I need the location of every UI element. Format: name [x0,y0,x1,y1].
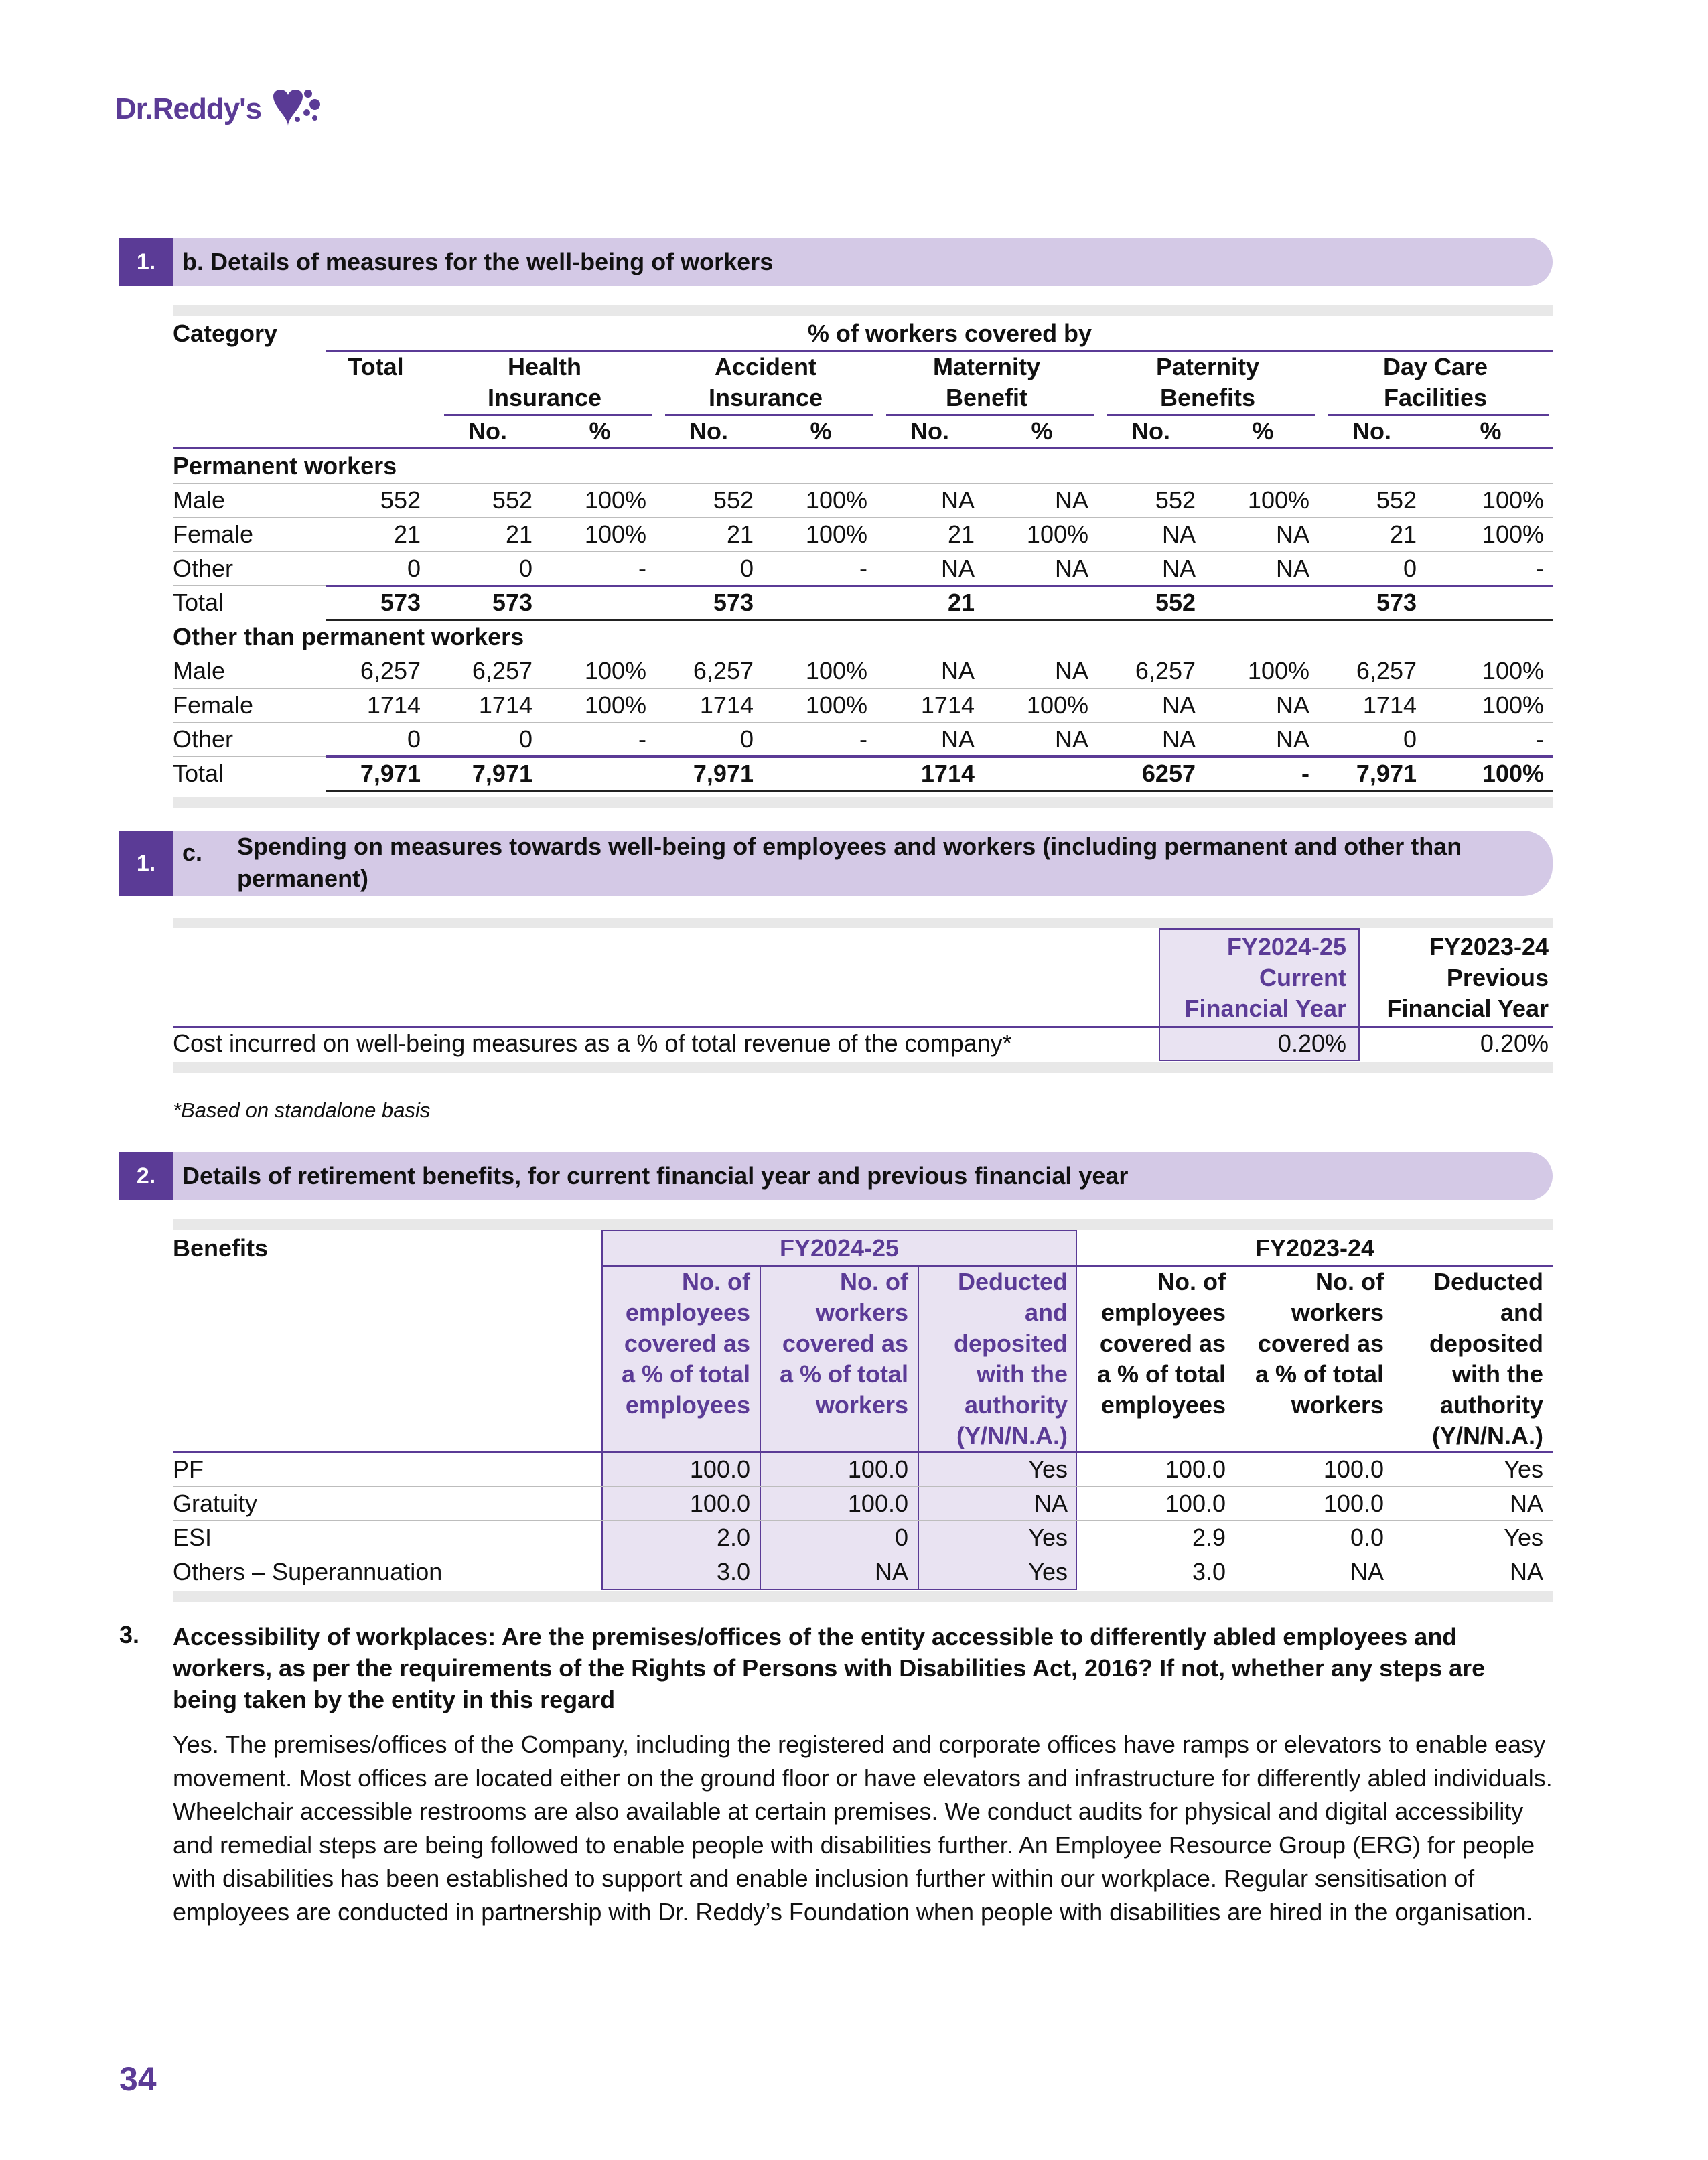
table-cell: Yes [1504,1524,1543,1551]
col-header-line: employees [625,1299,750,1326]
header-fy-previous: FY2023-24 [1255,1234,1375,1262]
table-cell: NA [874,1558,908,1585]
table-cell: 1714 [478,691,532,719]
table-cell: 552 [1155,486,1196,514]
table-cell: 552 [1376,486,1417,514]
header-group-4-line2: Benefits [1159,384,1256,411]
table-cell: 6,257 [360,657,421,685]
table-cell: NA [940,657,975,685]
header-pct: % [589,417,611,445]
table-cell: Yes [1028,1524,1068,1551]
brand-name: Dr.Reddy's [115,92,262,125]
header-pct: % [1480,417,1502,445]
table-cell: 552 [380,486,421,514]
col-header-line: a % of total [1096,1360,1226,1388]
table-cell: 2.9 [1192,1524,1226,1551]
header-total: Total [348,353,404,380]
table-cell: 21 [726,520,754,548]
table-cell: Yes [1028,1558,1068,1585]
total-cell: 1714 [920,760,975,787]
row-label: Male [173,486,226,514]
table-cell: 1714 [1362,691,1417,719]
table-cell: NA [1509,1490,1543,1517]
row-label: Other [173,555,234,582]
question-number: 3. [119,1621,140,1648]
col-header-line: employees [625,1391,750,1419]
divider-bar [173,797,1553,808]
total-cell: 573 [492,589,532,616]
table-cell: 100.0 [1165,1455,1226,1483]
table-cell: 6,257 [693,657,754,685]
table-cell: 3.0 [716,1558,750,1585]
table-cell: 0 [739,555,754,582]
table-cell: NA [1161,691,1196,719]
divider-bar [173,1062,1553,1073]
table-cell: NA [1161,555,1196,582]
previous-value: 0.20% [1480,1029,1549,1057]
header-group-1-line2: Insurance [487,384,602,411]
table-cell: 21 [1389,520,1417,548]
question-text: Accessibility of workplaces: Are the premises/offices of the entity accessible to differently abled employees and workers, as per the requirements of the Rights of Persons with Disabilities Act, 2016? If not, whether any steps are being taken by the entity in this regard [173,1623,1486,1713]
section-number: 1. [119,238,173,286]
answer-text: Yes. The premises/offices of the Company, including the registered and corporate offices have ramps or elevators to enable easy movement. Most offices are located either on the ground floor or have elevators and infrastructure for differently abled individuals. Wheelchair accessible restrooms are also available at certain premises. We conduct audits for physical and digital accessibility and remedial steps are being followed to enable people with disabilities further. An Employee Resource Group (ERG) for people with disabilities has been established to support and enable inclusion further within our workplace. Regular sensitisation of employees are conducted in partnership with Dr. Reddy’s Foundation when people with disabilities are hired in the organisation. [173,1731,1553,1926]
col-header-line: workers [1291,1299,1384,1326]
table-cell: NA [1054,555,1088,582]
table-cell: 100% [805,691,867,719]
col-header-line: deposited [1429,1329,1543,1357]
table-cell: NA [1275,520,1309,548]
table-cell: 100% [1247,486,1309,514]
table-cell: 0 [1403,555,1417,582]
col-header-line: No. of [682,1268,750,1295]
table-cell: 552 [492,486,532,514]
table-cell: 0 [1403,725,1417,753]
table-cell: 0 [407,725,421,753]
table-cell: 100.0 [1323,1490,1384,1517]
table-cell: NA [1509,1558,1543,1585]
table-cell: 100% [584,520,646,548]
header-group-4-line1: Paternity [1155,353,1260,380]
retirement-benefits-table [173,1230,1553,1591]
total-cell: 7,971 [360,760,421,787]
col-header-line: deposited [953,1329,1068,1357]
col-header-line: No. of [840,1268,908,1295]
col-header-line: (Y/N/N.A.) [1432,1422,1543,1449]
col-header-line: with the [977,1360,1068,1388]
table-cell: - [859,555,867,582]
current-value: 0.20% [1277,1029,1346,1057]
col-header-line: workers [815,1299,908,1326]
header-group-5-line1: Day Care [1382,353,1488,380]
table-cell: 100% [1482,486,1544,514]
header-benefits: Benefits [173,1234,269,1262]
col-header-line: covered as [1099,1329,1226,1357]
table-cell: 100% [1247,657,1309,685]
header-group-3-line1: Maternity [932,353,1041,380]
workers-wellbeing-table [173,315,1553,797]
header-group-5-line2: Facilities [1383,384,1488,411]
divider-bar [173,918,1553,928]
row-label: PF [173,1455,204,1483]
total-cell: 573 [380,589,421,616]
spending-row-label: Cost incurred on well-being measures as a % of total revenue of the company* [173,1029,1012,1057]
previous-fy-desc: Financial Year [1386,995,1549,1022]
col-header-line: workers [1291,1391,1384,1419]
total-cell: - [1301,760,1309,787]
header-no: No. [910,417,949,445]
row-label: Others – Superannuation [173,1558,443,1585]
col-header-line: covered as [1257,1329,1384,1357]
current-fy-desc: Financial Year [1184,995,1346,1022]
table-cell: 21 [947,520,975,548]
table-cell: NA [1161,725,1196,753]
total-label: Total [173,589,224,616]
section-1b-header [119,238,1553,286]
total-cell: 100% [1482,760,1544,787]
table-cell: 100% [584,486,646,514]
table-cell: 0 [894,1524,908,1551]
table-cell: NA [1275,691,1309,719]
header-category: Category [173,319,278,347]
col-header-line: a % of total [1255,1360,1384,1388]
table-cell: 100.0 [847,1455,908,1483]
section-number: 1. [119,831,173,896]
header-group-2-line1: Accident [714,353,817,380]
table-cell: 100% [1026,520,1088,548]
total-cell: 7,971 [1356,760,1417,787]
current-label: Current [1259,964,1346,991]
header-fy-current: FY2024-25 [779,1234,900,1262]
table-cell: - [1536,555,1544,582]
table-cell: NA [1054,725,1088,753]
col-header-line: authority [964,1391,1068,1419]
table-cell: - [638,555,646,582]
row-label: Female [173,520,254,548]
table-cell: 100% [584,657,646,685]
section-1c-header [119,831,1553,896]
group-label: Other than permanent workers [173,623,524,650]
table-cell: - [859,725,867,753]
table-cell: NA [1034,1490,1068,1517]
section-letter: c. [182,839,203,866]
col-header-line: Deducted [1433,1268,1543,1295]
table-cell: 0.0 [1350,1524,1384,1551]
header-no: No. [1131,417,1170,445]
col-header-line: a % of total [779,1360,908,1388]
total-label: Total [173,760,224,787]
total-cell: 21 [947,589,975,616]
table-cell: 0 [518,725,532,753]
table-cell: NA [1054,486,1088,514]
col-header-line: No. of [1157,1268,1226,1295]
table-cell: 100% [1482,657,1544,685]
header-pct: % [810,417,832,445]
table-cell: NA [1275,725,1309,753]
table-cell: 3.0 [1192,1558,1226,1585]
header-no: No. [1352,417,1391,445]
table-cell: 21 [505,520,532,548]
table-cell: 552 [713,486,754,514]
section-number: 2. [119,1152,173,1200]
footnote: *Based on standalone basis [173,1098,431,1122]
col-header-line: with the [1452,1360,1543,1388]
table-cell: 100% [584,691,646,719]
table-cell: NA [1054,657,1088,685]
col-header-line: a % of total [621,1360,750,1388]
table-cell: 100% [1026,691,1088,719]
total-cell: 7,971 [693,760,754,787]
table-cell: 100% [805,657,867,685]
table-cell: 100% [805,520,867,548]
table-cell: NA [940,725,975,753]
col-header-line: Deducted [957,1268,1068,1295]
header-group-2-line2: Insurance [708,384,823,411]
table-cell: 100% [1482,691,1544,719]
col-header-line: employees [1100,1299,1226,1326]
table-cell: 100.0 [1165,1490,1226,1517]
total-cell: 573 [713,589,754,616]
section-title: Details of retirement benefits, for current financial year and previous financial year [182,1162,1129,1190]
brand-logo [115,86,322,133]
header-pct: % [1031,417,1053,445]
table-cell: NA [940,555,975,582]
group-label: Permanent workers [173,452,397,480]
divider-bar [173,1219,1553,1230]
table-cell: 1714 [366,691,421,719]
table-cell: 100.0 [689,1490,750,1517]
table-cell: - [1536,725,1544,753]
row-label: Male [173,657,226,685]
col-header-line: (Y/N/N.A.) [956,1422,1068,1449]
col-header-line: covered as [624,1329,750,1357]
table-cell: 1714 [920,691,975,719]
table-cell: Yes [1028,1455,1068,1483]
header-group-1-line1: Health [507,353,582,380]
current-fy-label: FY2024-25 [1226,933,1346,960]
table-cell: 0 [518,555,532,582]
divider-bar [173,1591,1553,1602]
header-no: No. [468,417,507,445]
table-cell: 21 [393,520,421,548]
table-cell: NA [940,486,975,514]
col-header-line: and [1024,1299,1068,1326]
table-cell: 100% [1482,520,1544,548]
table-cell: 100% [805,486,867,514]
section-title: b. Details of measures for the well-being of workers [182,248,774,275]
table-cell: 2.0 [716,1524,750,1551]
col-header-line: workers [815,1391,908,1419]
row-label: Female [173,691,254,719]
table-cell: 6,257 [1356,657,1417,685]
table-cell: 1714 [699,691,754,719]
header-pct: % [1252,417,1274,445]
table-cell: 0 [407,555,421,582]
page-number: 34 [119,2060,157,2098]
table-cell: NA [1275,555,1309,582]
section-2-header [119,1152,1553,1200]
row-label: Other [173,725,234,753]
table-cell: 6,257 [472,657,532,685]
col-header-line: authority [1439,1391,1543,1419]
total-cell: 552 [1155,589,1196,616]
total-cell: 573 [1376,589,1417,616]
table-cell: 100.0 [847,1490,908,1517]
table-cell: NA [1350,1558,1384,1585]
brand-heart-icon [268,86,322,133]
col-header-line: employees [1100,1391,1226,1419]
table-cell: Yes [1504,1455,1543,1483]
col-header-line: and [1500,1299,1543,1326]
table-cell: 6,257 [1135,657,1196,685]
previous-label: Previous [1446,964,1549,991]
table-cell: 100.0 [1323,1455,1384,1483]
section-title: Spending on measures towards well-being of employees and workers (including permanent and other than permanent) [237,833,1462,892]
row-label: ESI [173,1524,212,1551]
table-cell: 100.0 [689,1455,750,1483]
header-group-3-line2: Benefit [945,384,1027,411]
table-cell: - [638,725,646,753]
total-cell: 6257 [1141,760,1196,787]
previous-fy-label: FY2023-24 [1429,933,1549,960]
col-header-line: No. of [1315,1268,1384,1295]
spending-table [173,928,1553,1062]
row-label: Gratuity [173,1490,258,1517]
header-no: No. [689,417,728,445]
col-header-line: covered as [782,1329,908,1357]
total-cell: 7,971 [472,760,532,787]
table-cell: NA [1161,520,1196,548]
table-cell: 0 [739,725,754,753]
header-covered-by: % of workers covered by [807,319,1092,347]
